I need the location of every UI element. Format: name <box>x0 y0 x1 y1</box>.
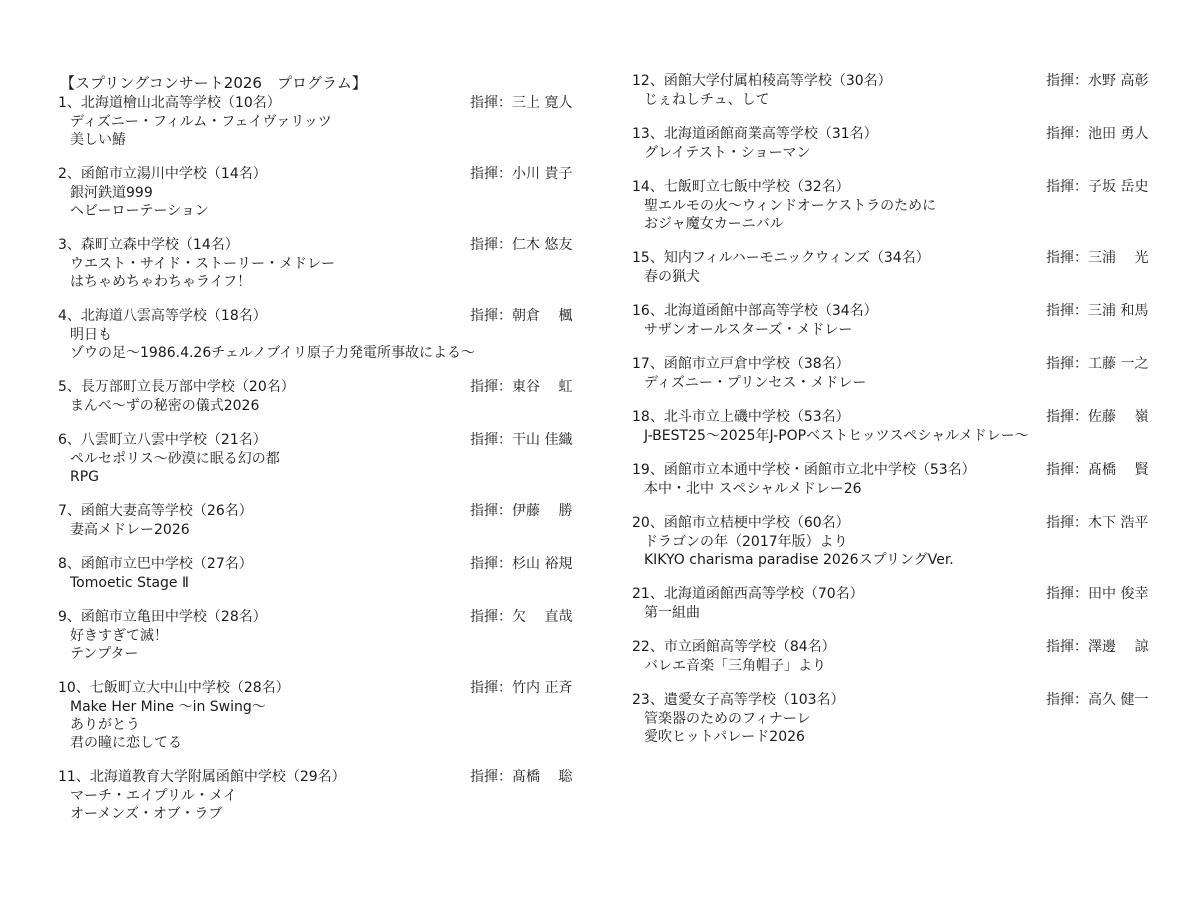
program-entry <box>58 768 578 823</box>
entry-header <box>58 94 578 113</box>
piece-title: ウエスト・サイド・ストーリー・メドレー <box>70 256 336 272</box>
piece-title: サザンオールスターズ・メドレー <box>644 322 853 338</box>
piece-title: 銀河鉄道999 <box>70 185 153 201</box>
school-name: 4、北海道八雲高等学校（18名） <box>58 308 267 324</box>
conductor-name: 指揮：朝倉 楓 <box>470 308 573 324</box>
entry-header <box>632 691 1154 710</box>
school-name: 23、遺愛女子高等学校（103名） <box>632 692 845 708</box>
program-entry <box>632 302 1154 339</box>
conductor-name: 指揮：小川 貴子 <box>470 166 573 182</box>
piece-title: まんべ～ずの秘密の儀式2026 <box>70 398 260 414</box>
school-name: 7、函館大妻高等学校（26名） <box>58 503 253 519</box>
entry-header <box>632 514 1154 533</box>
conductor-name: 指揮：杉山 裕規 <box>470 556 573 572</box>
entry-header <box>58 502 578 521</box>
conductor-name: 指揮：髙橋 聡 <box>470 769 573 785</box>
conductor-name: 指揮：澤邊 諒 <box>1046 639 1149 655</box>
program-entry <box>632 355 1154 392</box>
piece-title: 聖エルモの火～ウィンドオーケストラのために <box>644 198 937 214</box>
program-entry <box>632 249 1154 286</box>
piece-title: RPG <box>70 469 100 485</box>
piece-title: おジャ魔女カーニバル <box>644 216 784 232</box>
conductor-name: 指揮：子坂 岳史 <box>1046 179 1149 195</box>
program-entry <box>58 431 578 486</box>
piece-title: 愛吹ヒットパレード2026 <box>644 729 805 745</box>
piece-title: 第一組曲 <box>644 605 700 621</box>
conductor-name: 指揮：木下 浩平 <box>1046 515 1149 531</box>
school-name: 20、函館市立桔梗中学校（60名） <box>632 515 850 531</box>
conductor-name: 指揮：三浦 和馬 <box>1046 303 1149 319</box>
piece-title: 管楽器のためのフィナーレ <box>644 711 811 727</box>
entry-header <box>58 679 578 698</box>
entry-header <box>632 125 1154 144</box>
entry-header <box>58 307 578 326</box>
program-entry <box>632 514 1154 569</box>
piece-title: マーチ・エイプリル・メイ <box>70 788 237 804</box>
entry-header <box>58 165 578 184</box>
program-entry <box>58 236 578 291</box>
entry-header <box>632 638 1154 657</box>
program-entry <box>58 679 578 752</box>
conductor-name: 指揮：干山 佳織 <box>470 432 573 448</box>
school-name: 3、森町立森中学校（14名） <box>58 237 239 253</box>
entry-header <box>632 72 1154 91</box>
school-name: 18、北斗市立上磯中学校（53名） <box>632 409 850 425</box>
school-name: 1、北海道檜山北高等学校（10名） <box>58 95 281 111</box>
entry-header <box>632 249 1154 268</box>
school-name: 17、函館市立戸倉中学校（38名） <box>632 356 850 372</box>
piece-title: グレイテスト・ショーマン <box>644 145 811 161</box>
entry-header <box>632 585 1154 604</box>
entry-header <box>632 355 1154 374</box>
program-entry <box>58 608 578 663</box>
piece-title: テンプター <box>70 646 139 662</box>
conductor-name: 指揮：工藤 一之 <box>1046 356 1149 372</box>
school-name: 5、長万部町立長万部中学校（20名） <box>58 379 295 395</box>
piece-title: 妻高メドレー2026 <box>70 522 190 538</box>
conductor-name: 指揮：東谷 虹 <box>470 379 573 395</box>
conductor-name: 指揮：髙橋 賢 <box>1046 462 1149 478</box>
school-name: 21、北海道函館西高等学校（70名） <box>632 586 864 602</box>
program-entry <box>632 178 1154 233</box>
program-entry <box>632 585 1154 622</box>
school-name: 10、七飯町立大中山中学校（28名） <box>58 680 290 696</box>
piece-title: 好きすぎて滅！ <box>70 628 168 644</box>
program-entry <box>58 307 578 362</box>
entry-header <box>58 378 578 397</box>
program-entry <box>632 125 1154 162</box>
conductor-name: 指揮：佐藤 嶺 <box>1046 409 1149 425</box>
conductor-name: 指揮：三浦 光 <box>1046 250 1149 266</box>
program-entry <box>58 165 578 220</box>
conductor-name: 指揮：竹内 正斉 <box>470 680 573 696</box>
piece-title: バレエ音楽「三角帽子」より <box>644 658 826 674</box>
program-column-left <box>58 72 578 839</box>
school-name: 8、函館市立巴中学校（27名） <box>58 556 253 572</box>
entry-header <box>632 408 1154 427</box>
piece-title: ヘビーローテーション <box>70 203 209 219</box>
program-title: 【スプリングコンサート2026 プログラム】 <box>60 74 367 92</box>
piece-title: 明日も <box>70 327 112 343</box>
piece-title: オーメンズ・オブ・ラブ <box>70 806 223 822</box>
entry-header <box>632 178 1154 197</box>
program-entry <box>58 502 578 539</box>
piece-title: 本中・北中 スペシャルメドレー26 <box>644 481 862 497</box>
piece-title: 春の猟犬 <box>644 269 700 285</box>
school-name: 14、七飯町立七飯中学校（32名） <box>632 179 850 195</box>
school-name: 19、函館市立本通中学校・函館市立北中学校（53名） <box>632 462 976 478</box>
piece-title: ドラゴンの年（2017年版）より <box>644 534 848 550</box>
piece-title: 君の瞳に恋してる <box>70 735 182 751</box>
piece-title: Make Her Mine ～in Swing～ <box>70 699 266 715</box>
piece-title: ディズニー・フィルム・フェイヴァリッツ <box>70 114 332 130</box>
school-name: 11、北海道教育大学附属函館中学校（29名） <box>58 769 346 785</box>
program-entry <box>632 72 1154 109</box>
program-entry <box>632 691 1154 746</box>
program-entry <box>58 555 578 592</box>
piece-title: ゾウの足～1986.4.26チェルノブイリ原子力発電所事故による～ <box>70 345 476 361</box>
conductor-name: 指揮：伊藤 勝 <box>470 503 573 519</box>
entry-header <box>58 768 578 787</box>
school-name: 2、函館市立湯川中学校（14名） <box>58 166 267 182</box>
conductor-name: 指揮：仁木 悠友 <box>470 237 573 253</box>
piece-title: ペルセポリス～砂漠に眠る幻の都 <box>70 451 280 467</box>
school-name: 12、函館大学付属柏稜高等学校（30名） <box>632 73 892 89</box>
program-entry <box>58 378 578 415</box>
school-name: 22、市立函館高等学校（84名） <box>632 639 836 655</box>
program-column-right <box>632 72 1154 762</box>
program-entry <box>632 461 1154 498</box>
entry-header <box>58 608 578 627</box>
piece-title: ありがとう <box>70 717 140 733</box>
conductor-name: 指揮：高久 健一 <box>1046 692 1149 708</box>
piece-title: はちゃめちゃわちゃライフ！ <box>70 274 252 290</box>
entry-header <box>58 236 578 255</box>
piece-title: 美しい鰆 <box>70 132 126 148</box>
entry-header <box>632 461 1154 480</box>
conductor-name: 指揮：欠 直哉 <box>470 609 573 625</box>
program-entry <box>632 408 1154 445</box>
program-list-left <box>58 94 578 823</box>
piece-title: Tomoetic Stage Ⅱ <box>70 575 189 591</box>
conductor-name: 指揮：水野 高彰 <box>1046 73 1149 89</box>
program-entry <box>58 94 578 149</box>
school-name: 13、北海道函館商業高等学校（31名） <box>632 126 878 142</box>
school-name: 16、北海道函館中部高等学校（34名） <box>632 303 878 319</box>
conductor-name: 指揮：池田 勇人 <box>1046 126 1149 142</box>
school-name: 15、知内フィルハーモニックウィンズ（34名） <box>632 250 930 266</box>
piece-title: じぇねしチュ、して <box>644 92 770 108</box>
school-name: 6、八雲町立八雲中学校（21名） <box>58 432 267 448</box>
entry-header <box>58 431 578 450</box>
piece-title: J-BEST25～2025年J-POPベストヒッツスペシャルメドレー～ <box>644 428 1029 444</box>
conductor-name: 指揮：田中 俊幸 <box>1046 586 1149 602</box>
school-name: 9、函館市立亀田中学校（28名） <box>58 609 267 625</box>
program-entry <box>632 638 1154 675</box>
piece-title: ディズニー・プリンセス・メドレー <box>644 375 867 391</box>
entry-header <box>632 302 1154 321</box>
conductor-name: 指揮：三上 寛人 <box>470 95 573 111</box>
piece-title: KIKYO charisma paradise 2026スプリングVer. <box>644 552 954 568</box>
program-list-right <box>632 72 1154 746</box>
entry-header <box>58 555 578 574</box>
